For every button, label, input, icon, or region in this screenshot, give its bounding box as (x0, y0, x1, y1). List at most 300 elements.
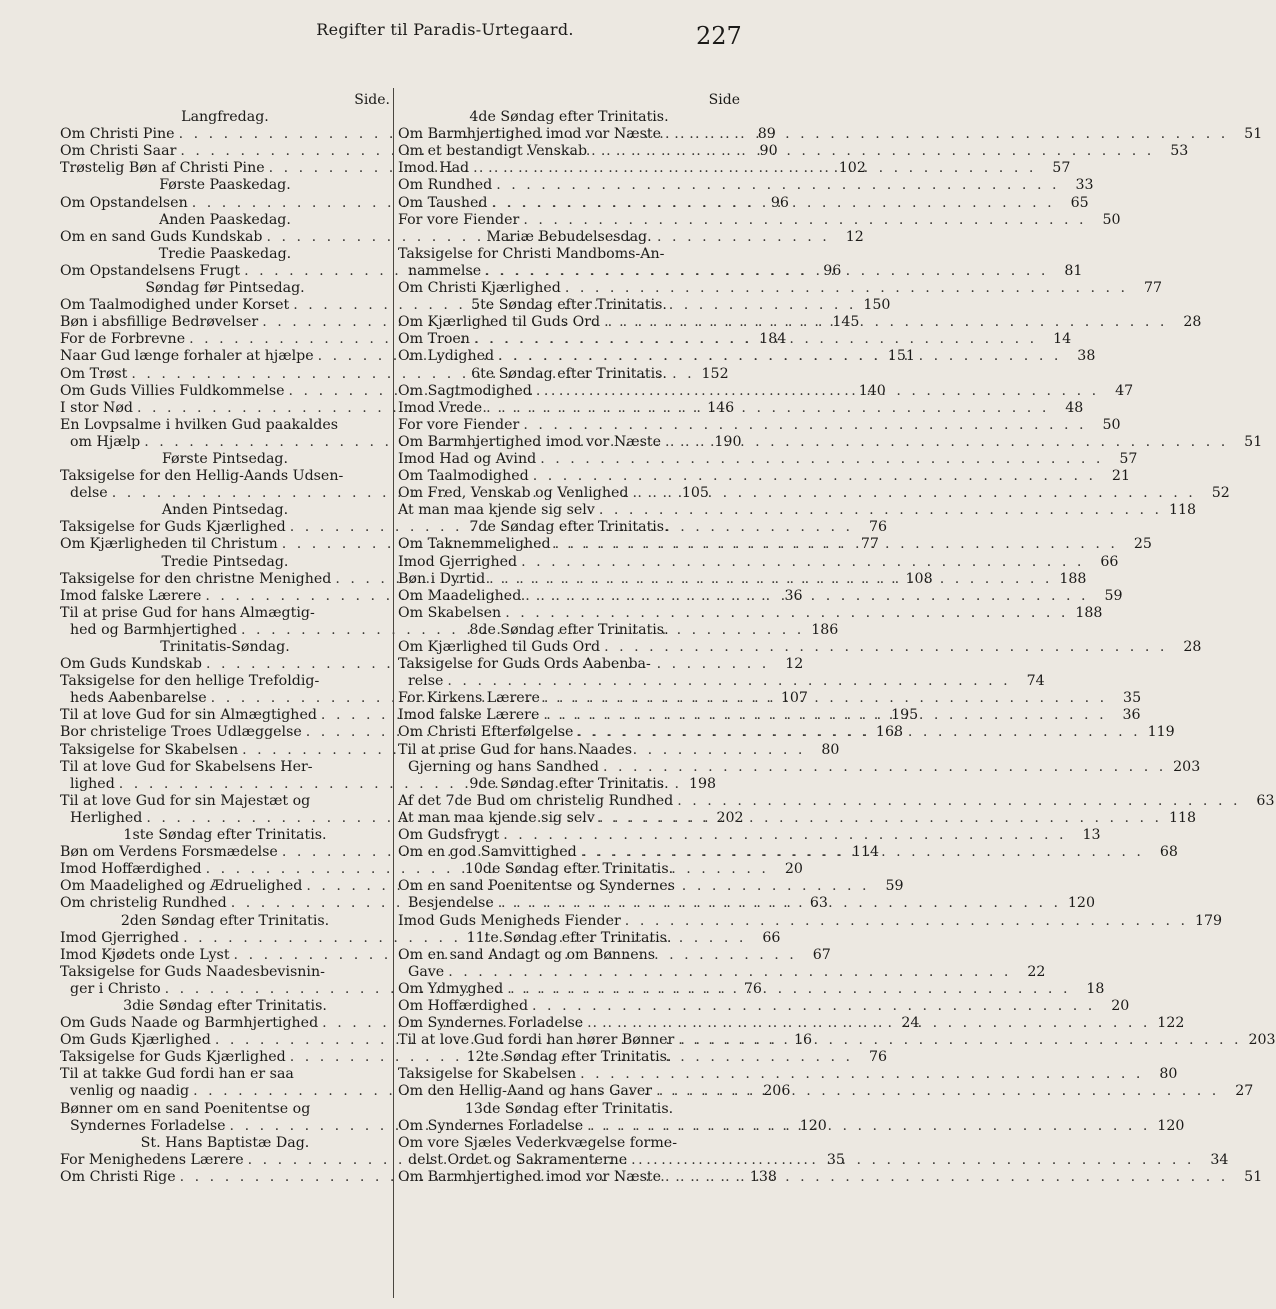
entry-title: Om Taalmodighed (398, 468, 529, 485)
entry-page-number: 77 (1144, 280, 1163, 297)
dot-leader (469, 160, 1040, 177)
entry-title: Om den Hellig-Aand og hans Gaver (398, 1083, 653, 1100)
entry-title: For Menighedens Lærere (60, 1151, 244, 1168)
index-entry (398, 485, 1230, 502)
entry-title: Imod Guds Menigheds Fiender (398, 912, 621, 929)
section-heading: 8de Søndag efter Trinitatis. (469, 621, 669, 638)
entry-title: Om Syndernes Forladelse (398, 1015, 584, 1032)
entry-page-number: 81 (1064, 262, 1083, 279)
dot-leader (485, 571, 1056, 588)
entry-page-number: 96 (770, 194, 789, 211)
entry-title: delst Ordet og Sakramenterne (408, 1151, 628, 1168)
entry-title: Taksigelse for den hellige Trefoldig- (60, 673, 320, 690)
entry-page-number: 35 (1123, 690, 1142, 707)
entry-title: Til at love Gud fordi han hører Bønner (398, 1032, 675, 1049)
dot-leader (487, 195, 1058, 212)
index-entry (398, 450, 1138, 468)
dot-leader (540, 690, 1111, 707)
index-entry (398, 673, 1045, 690)
entry-page-number: 36 (1122, 707, 1141, 724)
entry-title: Til at takke Gud fordi han er saa (60, 1066, 294, 1083)
entry-page-number: 50 (1102, 211, 1121, 228)
entry-page-number: 51 (1244, 1168, 1263, 1185)
entry-page-number: 57 (1119, 450, 1138, 467)
entry-page-number: 25 (1133, 536, 1152, 553)
index-entry (398, 553, 1119, 571)
entry-title: Bøn i Dyrtid (398, 570, 486, 587)
index-entry-line (398, 878, 740, 895)
dot-leader (661, 126, 1232, 143)
entry-page-number: 48 (1065, 399, 1084, 416)
dot-leader (494, 895, 1065, 912)
entry-title: Om Troen (398, 331, 470, 348)
entry-page-number: 145 (832, 314, 860, 331)
entry-page-number: 63 (1256, 792, 1275, 809)
entry-page-number: 36 (784, 587, 803, 604)
entry-page-number: 168 (875, 724, 904, 741)
section-heading: Anden Pintsedag. (161, 502, 289, 519)
entry-title: Imod falske Lærere (60, 587, 202, 604)
dot-leader (673, 793, 1244, 810)
entry-page-number: 108 (905, 570, 933, 587)
entry-page-number: 47 (1115, 382, 1134, 399)
entry-page-number: 53 (1170, 143, 1189, 160)
section-heading: Tredie Paaskedag. (158, 245, 292, 262)
entry-page-number: 150 (863, 297, 891, 314)
index-entry (398, 639, 1202, 656)
entry-title: Om Guds Villies Fuldkommelse (60, 382, 285, 399)
entry-page-number: 20 (1111, 997, 1130, 1014)
entry-title: Imod Had (398, 160, 470, 177)
side-column-label: Side (708, 92, 740, 108)
entry-page-number: 51 (1244, 126, 1263, 143)
section-heading: 10de Søndag efter Trinitatis. (464, 861, 674, 878)
dot-leader (573, 724, 1144, 741)
entry-page-number: 27 (1235, 1083, 1254, 1100)
dot-leader (532, 383, 1103, 400)
entry-page-number: 151 (887, 348, 915, 365)
index-entry-line (398, 742, 740, 759)
entry-title: Om Christi Kjærlighed (398, 280, 561, 297)
entry-page-number: 59 (885, 878, 904, 895)
dot-leader (539, 707, 1110, 724)
entry-title: Om Skabelsen (398, 604, 502, 621)
entry-title: Taksigelse for Skabelsen (60, 741, 239, 758)
entry-title: At man maa kjende sig selv (398, 502, 595, 519)
entry-title: Trøstelig Bøn af Christi Pine (60, 160, 265, 177)
entry-title: Syndernes Forladelse (70, 1117, 226, 1134)
entry-title: heds Aabenbarelse (70, 690, 207, 707)
section-heading: 1ste Søndag efter Trinitatis. (123, 827, 327, 844)
dot-leader (494, 348, 1065, 365)
dot-leader (501, 605, 1072, 622)
dot-leader (528, 998, 1099, 1015)
dot-leader (443, 673, 1014, 690)
index-entry (398, 809, 1197, 827)
dot-leader (595, 810, 1166, 827)
dot-leader (661, 1169, 1232, 1186)
entry-page-number: 50 (1102, 416, 1121, 433)
entry-page-number: 122 (1157, 1015, 1185, 1032)
dot-leader (627, 1152, 1198, 1169)
index-entry (398, 433, 1263, 451)
entry-title: En Lovpsalme i hvilken Gud paakaldes (60, 416, 339, 433)
entry-title: venlig og naadig (70, 1083, 190, 1100)
entry-page-number: 96 (823, 262, 842, 279)
section-heading: 7de Søndag efter Trinitatis. (469, 519, 669, 536)
entry-title: Om Christi Rige (60, 1168, 176, 1185)
entry-title: Om Maadelighed (398, 587, 522, 604)
dot-leader (499, 827, 1070, 844)
entry-title: relse (408, 673, 444, 690)
entry-page-number: 76 (868, 1049, 888, 1066)
entry-title: Til at love Gud for sin Almægtighed (60, 707, 317, 724)
entry-title: Om Guds Kundskab (60, 656, 202, 673)
entry-page-number: 107 (780, 690, 808, 707)
entry-page-number: 105 (681, 485, 709, 502)
entry-title: Om Kjærligheden til Christum (60, 536, 278, 553)
entry-title: Om Ydmyghed (398, 980, 504, 997)
entry-page-number: 14 (1053, 331, 1072, 348)
entry-title: Om vore Sjæles Vederkvægelse forme- (398, 1134, 677, 1151)
entry-title: Til at prise Gud for hans Almægtig- (60, 604, 315, 621)
entry-title: Om en sand Guds Kundskab (60, 228, 263, 245)
entry-title: Om Guds Naade og Barmhjertighed (60, 1015, 319, 1032)
dot-leader (444, 964, 1015, 981)
entry-page-number: 59 (1104, 587, 1123, 604)
entry-title: Taksigelse for Guds Kjærlighed (60, 1049, 286, 1066)
section-heading: Trinitatis-Søndag. (160, 639, 290, 655)
entry-page-number: 57 (1052, 160, 1071, 177)
entry-page-number: 186 (811, 621, 839, 638)
entry-title: delse (70, 485, 108, 502)
entry-page-number: 90 (759, 143, 778, 160)
section-heading: Første Pintsedag. (161, 450, 288, 467)
entry-page-number: 118 (1168, 809, 1197, 826)
index-entry-line (60, 759, 390, 776)
dot-leader (521, 588, 1092, 605)
entry-page-number: 66 (1100, 553, 1119, 570)
dot-leader (599, 759, 1170, 776)
section-heading: 5te Søndag efter Trinitatis. (471, 297, 667, 314)
entry-page-number: 63 (809, 895, 828, 912)
entry-page-number: 18 (1086, 980, 1105, 997)
entry-page-number: 206 (763, 1083, 791, 1100)
entry-page-number: 188 (1059, 570, 1087, 587)
entry-page-number: 138 (749, 1168, 777, 1185)
entry-title: Naar Gud længe forhaler at hjælpe (60, 348, 314, 365)
entry-page-number: 28 (1183, 314, 1202, 331)
entry-page-number: 118 (1168, 502, 1197, 519)
entry-title: Om Opstandelsens Frugt (60, 262, 241, 279)
section-heading: 11te Søndag efter Trinitatis. (466, 929, 672, 946)
index-entry-line (60, 468, 390, 485)
entry-title: Imod Had og Avind (398, 450, 537, 467)
entry-title: Imod Vrede (398, 399, 483, 416)
entry-title: Om Barmhjertighed imod vor Næste (398, 433, 661, 450)
index-entry-line (60, 417, 390, 434)
entry-title: Om Rundhed (398, 177, 493, 194)
entry-page-number: 77 (860, 536, 879, 553)
index-entry (398, 399, 1084, 417)
entry-page-number: 68 (1159, 844, 1178, 861)
index-entry-line (60, 964, 390, 981)
entry-title: Bønner om en sand Poenitentse og (60, 1100, 311, 1117)
section-heading: Anden Paaskedag. (159, 211, 291, 228)
entry-title: Om en god Samvittighed (398, 844, 577, 861)
index-entry (398, 468, 1130, 485)
index-entry-line (60, 1101, 390, 1118)
index-entry-line (60, 793, 390, 810)
entry-title: Om Opstandelsen (60, 194, 188, 211)
entry-page-number: 52 (1211, 485, 1230, 502)
index-entry (398, 177, 1094, 194)
entry-page-number: 67 (812, 946, 831, 963)
entry-title: Om Kjærlighed til Guds Ord (398, 639, 601, 655)
dot-leader (629, 485, 1200, 502)
index-entry-line (398, 1135, 740, 1152)
index-entry (398, 280, 1163, 297)
section-heading: 3die Søndag efter Trinitatis. (123, 997, 327, 1014)
entry-page-number: 80 (821, 741, 840, 758)
entry-title: At man maa kjende sig selv (398, 809, 595, 826)
entry-page-number: 66 (762, 929, 781, 946)
dot-leader (482, 400, 1053, 417)
entry-title: hed og Barmhjertighed (70, 621, 238, 638)
entry-title: Om Trøst (60, 365, 128, 382)
side-column-label: Side. (354, 92, 390, 108)
entry-title: ger i Christo (70, 980, 161, 997)
entry-title: Taksigelse for Guds Ords Aabenba- (398, 656, 651, 673)
dot-leader (519, 417, 1090, 434)
entry-page-number: 28 (1183, 639, 1202, 655)
index-entry (398, 1066, 1178, 1083)
entry-title: Imod falske Lærere (398, 707, 540, 724)
entry-title: For vore Fiender (398, 416, 520, 433)
entry-title: Om Kjærlighed til Guds Ord (398, 314, 601, 331)
entry-page-number: 24 (901, 1015, 920, 1032)
index-entry-line (60, 605, 390, 622)
entry-title: For de Forbrevne (60, 331, 186, 348)
entry-title: Besjendelse (408, 895, 494, 912)
dot-leader (661, 434, 1232, 451)
section-heading: Mariæ Bebudelsesdag. (486, 228, 652, 245)
section-heading: St. Hans Baptistæ Dag. (140, 1134, 310, 1151)
entry-title: nammelse (408, 262, 482, 279)
entry-page-number: 51 (1244, 433, 1263, 450)
index-entry (398, 416, 1121, 434)
dot-leader (551, 536, 1122, 553)
entry-title: I stor Nød (60, 399, 133, 416)
entry-page-number: 146 (707, 399, 735, 416)
entry-page-number: 80 (1159, 1066, 1178, 1083)
dot-leader (600, 314, 1171, 331)
entry-page-number: 76 (868, 519, 888, 536)
dot-leader (583, 1118, 1154, 1135)
section-heading: Langfredag. (181, 109, 269, 126)
entry-title: Bøn i absfillige Bedrøvelser (60, 314, 259, 331)
index-entry (398, 502, 1197, 519)
entry-title: Om Lydighed (398, 348, 495, 365)
index-entry (398, 792, 1275, 810)
column-divider (393, 88, 394, 1298)
entry-title: Om Taushed (398, 194, 488, 211)
section-heading: Søndag før Pintsedag. (145, 280, 305, 297)
entry-title: Taksigelse for Guds Naadesbevisnin- (60, 963, 325, 980)
entry-title: Om Taalmodighed under Korset (60, 297, 290, 314)
entry-page-number: 76 (743, 980, 762, 997)
entry-page-number: 102 (838, 160, 866, 177)
entry-title: Om en sand Poenitentse og Syndernes (398, 878, 675, 895)
entry-title: Om Christi Pine (60, 126, 175, 143)
entry-title: Om Gudsfrygt (398, 827, 500, 844)
dot-leader (519, 212, 1090, 229)
section-heading: 9de Søndag efter Trinitatis. (469, 775, 669, 792)
index-entry (398, 827, 1101, 844)
index-entry (398, 997, 1130, 1015)
section-heading: 6te Søndag efter Trinitatis. (471, 365, 667, 382)
entry-page-number: 120 (1157, 1117, 1185, 1134)
entry-title: Om Taknemmelighed (398, 536, 551, 553)
entry-title: Om Christi Efterfølgelse (398, 724, 574, 741)
entry-title: Til at prise Gud for hans Naades (398, 741, 633, 758)
entry-page-number: 33 (1075, 177, 1094, 194)
entry-title: Om Fred, Venskab og Venlighed (398, 485, 629, 502)
entry-page-number: 195 (891, 707, 919, 724)
entry-title: Taksigelse for Guds Kjærlighed (60, 519, 286, 536)
entry-title: Af det 7de Bud om christelig Rundhed (398, 792, 674, 809)
dot-leader (583, 1015, 1154, 1032)
dot-leader (517, 554, 1088, 571)
entry-title: Om Sagtmodighed (398, 382, 532, 399)
entry-title: Om et bestandigt Venskab (398, 143, 588, 160)
entry-page-number: 12 (845, 228, 864, 245)
dot-leader (576, 1066, 1147, 1083)
entry-page-number: 65 (1070, 194, 1089, 211)
entry-title: Til at love Gud for sin Majestæt og (60, 792, 311, 809)
entry-page-number: 13 (1082, 827, 1101, 844)
entry-title: For vore Fiender (398, 211, 520, 228)
index-entry (398, 963, 1046, 981)
entry-page-number: 114 (851, 844, 880, 861)
entry-page-number: 119 (1147, 724, 1175, 741)
entry-title: Om Guds Kjærlighed (60, 1032, 211, 1049)
entry-title: For Kirkens Lærere (398, 690, 540, 707)
dot-leader (587, 143, 1158, 160)
entry-title: Gave (408, 963, 445, 980)
dot-leader (577, 844, 1148, 861)
entry-title: Bor christelige Troes Udlæggelse (60, 724, 302, 741)
dot-leader (470, 331, 1041, 348)
entry-page-number: 34 (1210, 1151, 1229, 1168)
entry-page-number: 203 (1173, 758, 1201, 775)
entry-page-number: 35 (826, 1151, 845, 1168)
entry-title: om Hjælp (70, 433, 141, 450)
entry-page-number: 21 (1111, 468, 1130, 485)
dot-leader (600, 639, 1171, 656)
dot-leader (503, 981, 1074, 998)
entry-title: Imod Gjerrighed (398, 553, 518, 570)
entry-title: Herlighed (70, 809, 143, 826)
entry-page-number: 190 (714, 433, 742, 450)
entry-title: Imod Kjødets onde Lyst (60, 946, 230, 963)
dot-leader (561, 280, 1132, 297)
entry-page-number: 152 (701, 365, 729, 382)
dot-leader (652, 1083, 1223, 1100)
dot-leader (536, 451, 1107, 468)
entry-title: Til at love Gud for Skabelsens Her- (60, 758, 313, 775)
section-heading: 12te Søndag efter Trinitatis. (466, 1049, 672, 1066)
entry-page-number: 203 (1248, 1032, 1276, 1049)
dot-leader (595, 502, 1166, 519)
dot-leader (621, 913, 1192, 930)
entry-title: Om Barmhjertighed imod vor Næste (398, 126, 661, 143)
entry-title: Gjerning og hans Sandhed (408, 758, 599, 775)
entry-title: Om christelig Rundhed (60, 895, 227, 912)
entry-page-number: 16 (794, 1032, 813, 1049)
entry-title: Taksigelse for den christne Menighed (60, 570, 332, 587)
index-entry-line (398, 656, 740, 673)
entry-title: Bøn om Verdens Forsmædelse (60, 844, 278, 861)
entry-page-number: 22 (1027, 963, 1046, 980)
entry-page-number: 120 (1067, 895, 1095, 912)
index-entry (398, 758, 1201, 776)
entry-title: Taksigelse for den Hellig-Aands Udsen- (60, 468, 344, 485)
entry-title: Imod Gjerrighed (60, 929, 180, 946)
entry-title: Taksigelse for Skabelsen (398, 1066, 577, 1083)
running-header-title: Regifter til Paradis-Urtegaard. (316, 20, 574, 39)
entry-page-number: 179 (1194, 912, 1223, 929)
entry-title: Taksigelse for Christi Mandboms-An- (398, 245, 665, 262)
dot-leader (492, 177, 1063, 194)
section-heading: 4de Søndag efter Trinitatis. (469, 109, 669, 126)
entry-title: lighed (70, 775, 115, 792)
dot-leader (481, 263, 1052, 280)
entry-page-number: 202 (716, 809, 744, 826)
entry-page-number: 140 (858, 382, 886, 399)
entry-page-number: 198 (688, 775, 717, 792)
index-entry-line (60, 673, 390, 690)
entry-title: Om en sand Andagt og om Bønnens (398, 946, 656, 963)
entry-title: Om Barmhjertighed imod vor Næste (398, 1168, 661, 1185)
index-entry-line (60, 1066, 390, 1083)
entry-title: Om Christi Saar (60, 143, 177, 160)
entry-title: Om Hoffærdighed (398, 997, 529, 1014)
entry-title: Imod Hoffærdighed (60, 861, 202, 878)
page-number: 227 (696, 22, 742, 50)
entry-page-number: 74 (1026, 673, 1045, 690)
section-heading: 2den Søndag efter Trinitatis. (120, 912, 330, 929)
index-entry (398, 604, 1103, 622)
index-entry (398, 211, 1121, 229)
index-entry-line (398, 246, 740, 263)
index-entry (398, 912, 1223, 930)
index-entry (398, 1117, 1185, 1135)
dot-leader (674, 1032, 1245, 1049)
entry-page-number: 120 (799, 1117, 827, 1134)
entry-page-number: 184 (759, 331, 787, 348)
entry-page-number: 89 (757, 126, 776, 143)
entry-page-number: 188 (1075, 604, 1103, 621)
entry-title: Om Syndernes Forladelse (398, 1117, 584, 1134)
section-heading: Første Paaskedag. (159, 177, 291, 194)
entry-title: Om Maadelighed og Ædruelighed (60, 878, 303, 895)
entry-page-number: 20 (784, 861, 803, 878)
dot-leader (529, 468, 1100, 485)
section-heading: 13de Søndag efter Trinitatis. (464, 1100, 674, 1117)
entry-page-number: 12 (785, 656, 804, 673)
entry-page-number: 38 (1077, 348, 1096, 365)
